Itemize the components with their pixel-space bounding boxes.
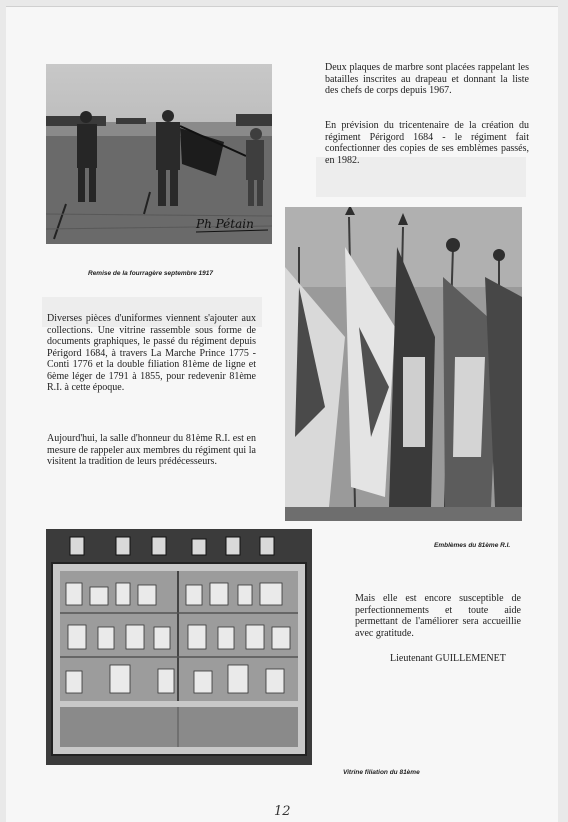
- page-number: 12: [274, 804, 291, 819]
- document-page: [6, 6, 558, 822]
- paragraph-uniformes: Diverses pièces d'uniformes viennent s'ajouter aux collections. Une vitrine rassemble sous forme de documents graphiques, le passé du régiment depuis Périgord 1684, à travers La Marche Prince 1775 - Conti 1776 et la double filiation 81ème de ligne et 6ème léger de 1791 à 1855, pour redevenir 81ème R.I. à cette époque.: [47, 313, 256, 393]
- photo-vitrine-image: [46, 529, 312, 765]
- photo-fourragere-image: [46, 64, 272, 244]
- photo-emblemes-image: [285, 207, 522, 521]
- photo-fourragere: [46, 64, 272, 244]
- paragraph-salle: Aujourd'hui, la salle d'honneur du 81ème R.I. est en mesure de rappeler aux membres du régiment qui la visitent la tradition de leurs prédécesseurs.: [47, 433, 256, 467]
- paragraph-perfection: Mais elle est encore susceptible de perfectionnements et toute aide permettant de l'améliorer sera accueillie avec gratitude.: [355, 593, 521, 639]
- paragraph-tricentenaire: En prévision du tricentenaire de la création du régiment Périgord 1684 - le régiment fait confectionner des copies de ses emblèmes passés, en 1982.: [325, 120, 529, 166]
- caption-vitrine: Vitrine filiation du 81ème: [343, 769, 420, 776]
- signature: Lieutenant GUILLEMENET: [390, 653, 506, 664]
- photo-emblemes: [285, 207, 522, 521]
- handwritten-signature: Ph Pétain: [196, 217, 254, 231]
- photo-vitrine: [46, 529, 312, 765]
- caption-emblemes: Emblèmes du 81ème R.I.: [434, 542, 511, 549]
- caption-fourragere: Remise de la fourragère septembre 1917: [88, 270, 214, 277]
- paragraph-plaques: Deux plaques de marbre sont placées rappelant les batailles inscrites au drapeau et donnant la liste des chefs de corps depuis 1967.: [325, 62, 529, 96]
